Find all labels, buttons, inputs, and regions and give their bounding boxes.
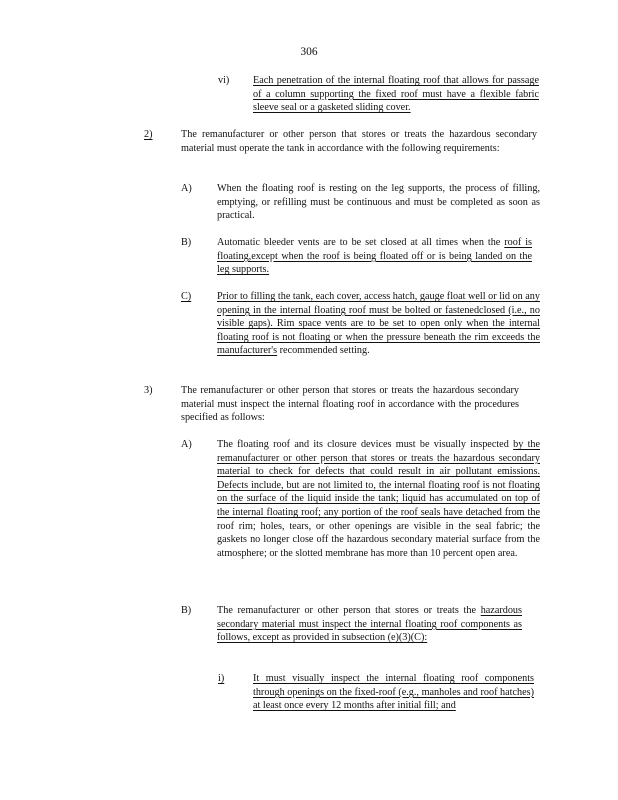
- item-vi-text: Each penetration of the internal floating roof that allows for passage of a column supporting the fixed roof must have a flexible fabric sleeve seal or a gasketed sliding cover.: [253, 75, 539, 114]
- item-3a-underlined: by the remanufacturer or other person that stores or treats the hazardous secondary material to check for defects that could result in air pollutant emissions. Defects include, but are not limited to, the internal floating roof is not floating on the surface of the liquid inside the tank; liquid has accumulated on top of the internal floating roof; any portion of the roof seals have detached from the: [217, 439, 541, 518]
- item-label-2a: A): [181, 183, 192, 194]
- item-3b-i-text: It must visually inspect the internal floating roof components through openings on the fixed-roof (e.g., manholes and roof hatches) at least once every 12 months after initial fill; and: [253, 673, 534, 712]
- item-2b-text: [217, 236, 532, 277]
- item-2c-text: [217, 290, 540, 358]
- item-label-3b: B): [181, 605, 192, 616]
- item-3a-plain-2: roof rim; holes, tears, or other openings are visible in the seal fabric; the gaskets no longer close off the hazardous secondary material surface from the atmosphere; or the slotted membrane has more than 10 percent open area.: [217, 520, 540, 559]
- item-2b-underlined: roof is floating,except when the roof is being floated off or is being landed on the leg supports.: [217, 237, 532, 276]
- item-label-2b: B): [181, 237, 192, 248]
- page-number: 306: [300, 46, 318, 58]
- item-3a-text: [217, 438, 540, 560]
- item-label-2: 2): [144, 129, 153, 140]
- item-label-3a: A): [181, 439, 192, 450]
- item-3b-plain: The remanufacturer or other person that stores or treats the: [217, 605, 476, 616]
- item-3-text: The remanufacturer or other person that stores or treats the hazardous secondary material must inspect the internal floating roof in accordance with the procedures specified as follows:: [181, 385, 519, 424]
- item-2c-underlined: Prior to filling the tank, each cover, access hatch, gauge float well or lid on any opening in the internal floating roof must be bolted or fastenedclosed (i.e., no visible gaps). Rim space vents are to be set to open only when the internal floating roof is not floating or when the pressure beneath the rim exceeds the manufacturer's: [217, 291, 540, 357]
- item-label-2c: C): [181, 291, 192, 302]
- item-label-3: 3): [144, 385, 153, 396]
- item-3b-text: [217, 604, 522, 645]
- item-3b-underlined: hazardous secondary material must inspect the internal floating roof components as follows, except as provided in subsection (e)(3)(C):: [217, 605, 522, 644]
- item-3a-plain-1: The floating roof and its closure devices must be visually inspected: [217, 439, 509, 450]
- item-2a-text: When the floating roof is resting on the leg supports, the process of filling, emptying, or refilling must be continuous and must be completed as soon as practical.: [217, 183, 540, 222]
- item-2c-plain: recommended setting.: [279, 345, 370, 357]
- item-2-text: The remanufacturer or other person that stores or treats the hazardous secondary material must operate the tank in accordance with the following requirements:: [181, 129, 537, 154]
- item-label-3b-i: i): [218, 673, 225, 684]
- item-label-vi: vi): [218, 75, 230, 86]
- item-2b-plain: Automatic bleeder vents are to be set closed at all times when the: [217, 237, 501, 248]
